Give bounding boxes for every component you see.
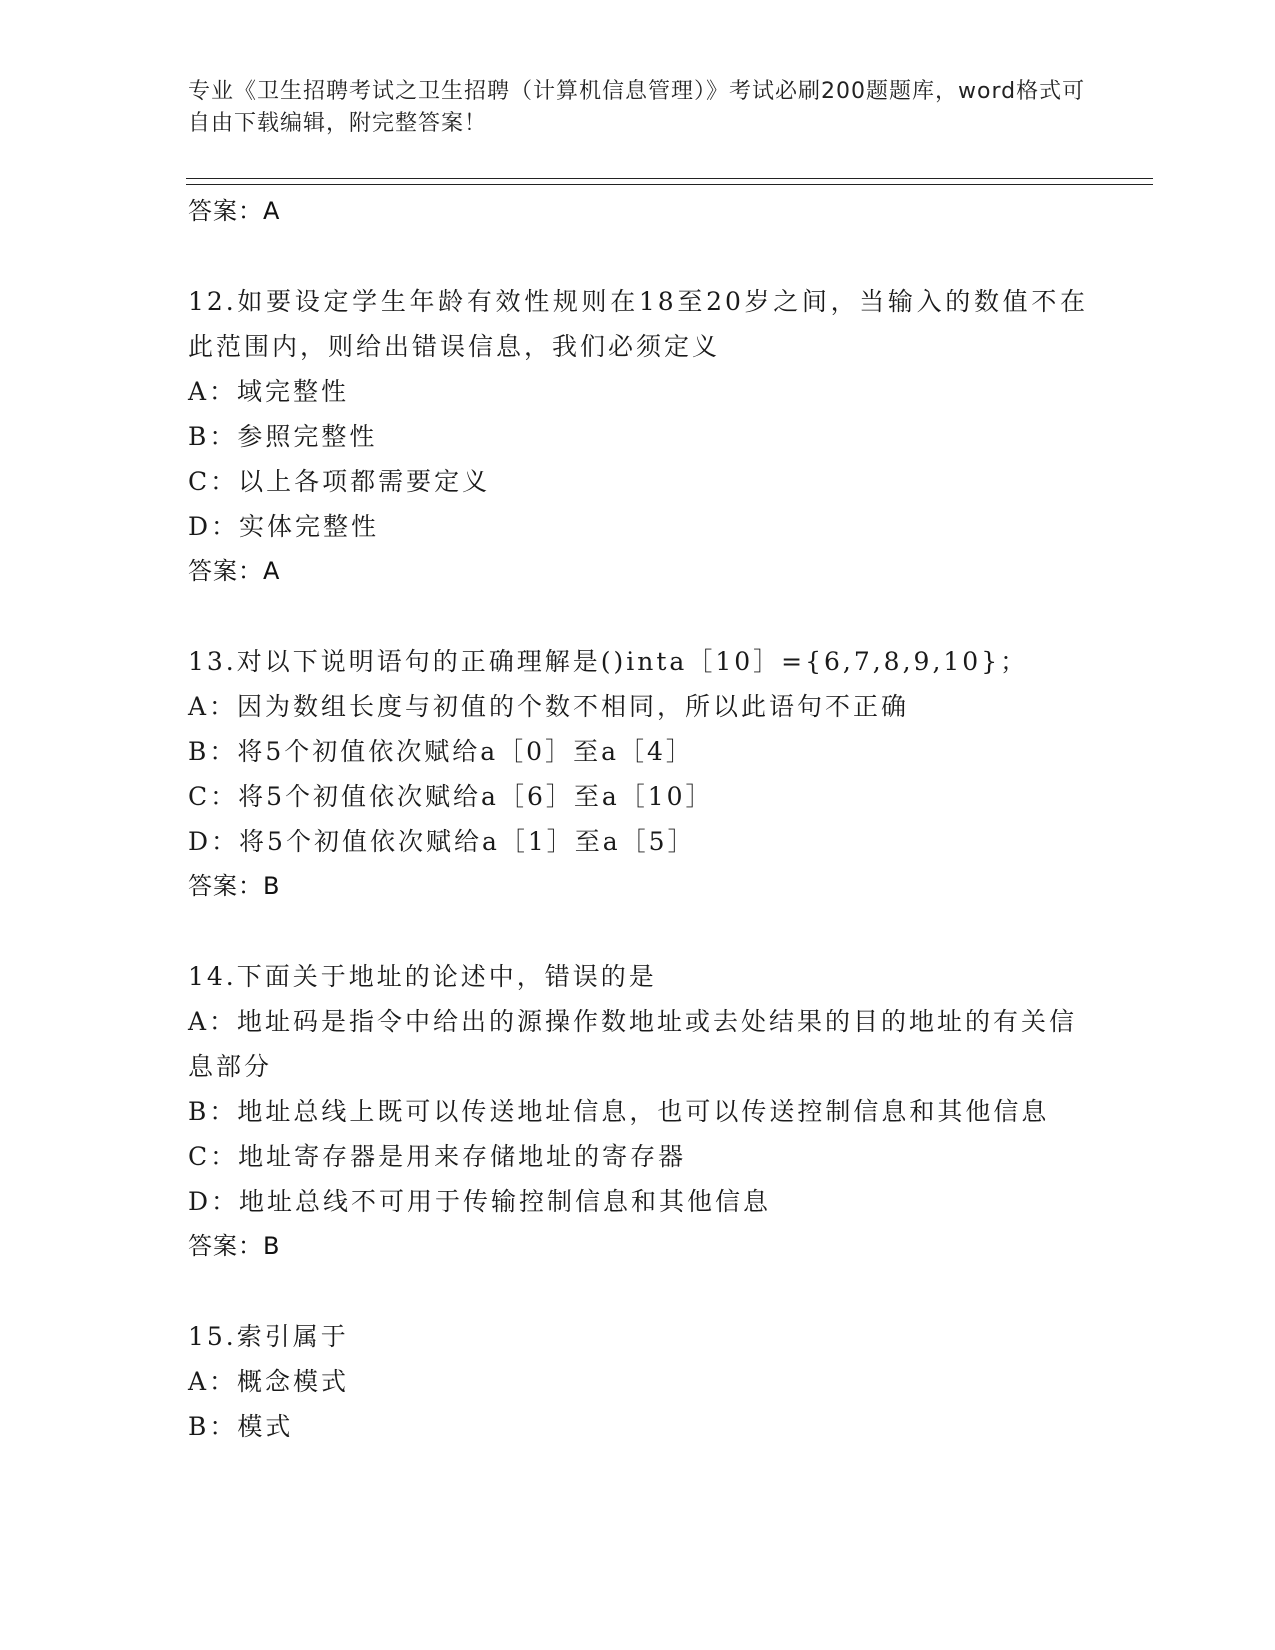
option-b: B：模式 — [188, 1412, 294, 1441]
option-b: B：地址总线上既可以传送地址信息，也可以传送控制信息和其他信息 — [188, 1097, 1050, 1126]
option-b: B：参照完整性 — [188, 422, 378, 451]
question-13 — [188, 639, 1088, 909]
option-a: A：域完整性 — [188, 377, 350, 406]
question-text: 12.如要设定学生年龄有效性规则在18至20岁之间，当输入的数值不在此范围内，则给出错误信息，我们必须定义 — [188, 287, 1088, 361]
option-a: A：概念模式 — [188, 1367, 350, 1396]
answer-line: 答案：A — [188, 197, 281, 225]
option-c: C：地址寄存器是用来存储地址的寄存器 — [188, 1142, 687, 1171]
option-a: A：地址码是指令中给出的源操作数地址或去处结果的目的地址的有关信息部分 — [188, 1007, 1078, 1081]
question-12 — [188, 279, 1088, 594]
document-body — [188, 189, 1088, 1449]
option-d: D：将5个初值依次赋给a［1］至a［5］ — [188, 827, 696, 856]
question-text: 13.对以下说明语句的正确理解是()inta［10］={6,7,8,9,10}； — [188, 647, 1029, 676]
answer-line: 答案：B — [188, 1232, 281, 1260]
question-15 — [188, 1314, 1088, 1449]
page-header: 专业《卫生招聘考试之卫生招聘（计算机信息管理）》考试必刷200题题库，word格式可自由下载编辑，附完整答案！ — [188, 79, 1086, 136]
option-c: C：将5个初值依次赋给a［6］至a［10］ — [188, 782, 714, 811]
header-rule-bottom — [186, 184, 1153, 185]
question-14 — [188, 954, 1088, 1269]
option-d: D：实体完整性 — [188, 512, 380, 541]
option-b: B：将5个初值依次赋给a［0］至a［4］ — [188, 737, 694, 766]
question-text: 14.下面关于地址的论述中，错误的是 — [188, 962, 657, 991]
answer-line: 答案：A — [188, 557, 281, 585]
header-rule-top — [186, 178, 1153, 179]
question-text: 15.索引属于 — [188, 1322, 349, 1351]
answer-line: 答案：B — [188, 872, 281, 900]
option-c: C：以上各项都需要定义 — [188, 467, 491, 496]
option-d: D：地址总线不可用于传输控制信息和其他信息 — [188, 1187, 772, 1216]
option-a: A：因为数组长度与初值的个数不相同，所以此语句不正确 — [188, 692, 910, 721]
